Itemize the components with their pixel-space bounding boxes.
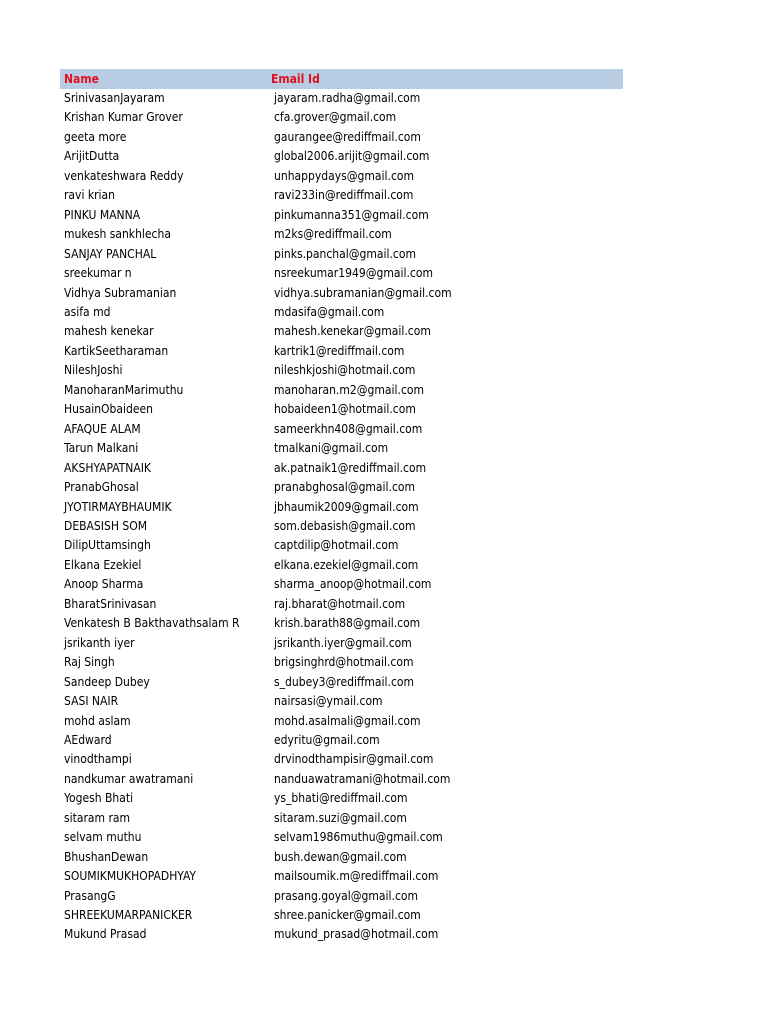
table-row xyxy=(60,459,623,478)
email-cell: tmalkani@gmail.com xyxy=(274,441,389,456)
name-cell: BhushanDewan xyxy=(64,849,149,864)
email-cell: ys_bhati@rediffmail.com xyxy=(274,791,408,806)
name-cell: Venkatesh B Bakthavathsalam R xyxy=(64,616,240,631)
name-cell: Vidhya Subramanian xyxy=(64,285,177,300)
email-cell: mdasifa@gmail.com xyxy=(274,304,385,319)
name-cell: JYOTIRMAYBHAUMIK xyxy=(64,499,172,514)
table-row xyxy=(60,887,623,906)
name-cell: DEBASISH SOM xyxy=(64,518,148,533)
email-cell: edyritu@gmail.com xyxy=(274,732,380,747)
name-cell: ArijitDutta xyxy=(64,149,120,164)
contact-table xyxy=(60,69,623,945)
name-cell: AKSHYAPATNAIK xyxy=(64,460,151,475)
email-cell: raj.bharat@hotmail.com xyxy=(274,596,406,611)
table-row xyxy=(60,128,623,147)
table-row xyxy=(60,517,623,536)
email-cell: shree.panicker@gmail.com xyxy=(274,908,421,923)
name-cell: Raj Singh xyxy=(64,655,115,670)
table-row xyxy=(60,595,623,614)
email-cell: kartrik1@rediffmail.com xyxy=(274,343,405,358)
table-row xyxy=(60,614,623,633)
table-row xyxy=(60,556,623,575)
column-header-email: Email Id xyxy=(267,69,623,89)
email-cell: selvam1986muthu@gmail.com xyxy=(274,830,443,845)
name-cell: Tarun Malkani xyxy=(64,441,139,456)
email-cell: elkana.ezekiel@gmail.com xyxy=(274,557,419,572)
name-cell: AEdward xyxy=(64,732,112,747)
email-cell: m2ks@rediffmail.com xyxy=(274,227,392,242)
email-cell: nairsasi@ymail.com xyxy=(274,694,383,709)
table-row xyxy=(60,634,623,653)
name-cell: sreekumar n xyxy=(64,266,132,281)
email-cell: vidhya.subramanian@gmail.com xyxy=(274,285,452,300)
name-cell: vinodthampi xyxy=(64,752,132,767)
email-cell: krish.barath88@gmail.com xyxy=(274,616,421,631)
table-row xyxy=(60,770,623,789)
email-cell: jayaram.radha@gmail.com xyxy=(274,91,421,105)
name-cell: HusainObaideen xyxy=(64,402,154,417)
name-cell: nandkumar awatramani xyxy=(64,771,194,786)
email-cell: brigsinghrd@hotmail.com xyxy=(274,655,414,670)
table-row xyxy=(60,575,623,594)
table-row xyxy=(60,361,623,380)
email-cell: sharma_anoop@hotmail.com xyxy=(274,577,432,592)
email-cell: pranabghosal@gmail.com xyxy=(274,480,416,495)
table-row xyxy=(60,712,623,731)
table-row xyxy=(60,147,623,166)
table-row xyxy=(60,906,623,925)
name-cell: SOUMIKMUKHOPADHYAY xyxy=(64,869,197,884)
name-cell: venkateshwara Reddy xyxy=(64,168,184,183)
table-row xyxy=(60,498,623,517)
table-row xyxy=(60,186,623,205)
email-cell: cfa.grover@gmail.com xyxy=(274,110,397,125)
table-row xyxy=(60,89,623,108)
email-cell: mailsoumik.m@rediffmail.com xyxy=(274,869,439,884)
table-row xyxy=(60,925,623,944)
name-cell: Yogesh Bhati xyxy=(64,791,134,806)
email-cell: jbhaumik2009@gmail.com xyxy=(274,499,419,514)
email-cell: pinks.panchal@gmail.com xyxy=(274,246,416,261)
name-cell: mohd aslam xyxy=(64,713,131,728)
table-row xyxy=(60,478,623,497)
name-cell: DilipUttamsingh xyxy=(64,538,151,553)
email-cell: unhappydays@gmail.com xyxy=(274,168,414,183)
email-cell: jsrikanth.iyer@gmail.com xyxy=(274,635,412,650)
table-row xyxy=(60,167,623,186)
name-cell: mahesh kenekar xyxy=(64,324,154,339)
email-cell: manoharan.m2@gmail.com xyxy=(274,382,425,397)
table-row xyxy=(60,381,623,400)
table-row xyxy=(60,322,623,341)
table-row xyxy=(60,420,623,439)
table-row xyxy=(60,400,623,419)
name-cell: NileshJoshi xyxy=(64,363,123,378)
email-cell: nsreekumar1949@gmail.com xyxy=(274,266,433,281)
email-cell: global2006.arijit@gmail.com xyxy=(274,149,430,164)
email-cell: nanduawatramani@hotmail.com xyxy=(274,771,451,786)
email-cell: gaurangee@rediffmail.com xyxy=(274,129,421,144)
email-cell: sitaram.suzi@gmail.com xyxy=(274,810,407,825)
header-row xyxy=(60,69,623,89)
name-cell: jsrikanth iyer xyxy=(64,635,135,650)
email-cell: captdilip@hotmail.com xyxy=(274,538,399,553)
table-row xyxy=(60,439,623,458)
email-cell: drvinodthampisir@gmail.com xyxy=(274,752,434,767)
name-cell: Anoop Sharma xyxy=(64,577,144,592)
name-cell: Mukund Prasad xyxy=(64,927,147,942)
table-row xyxy=(60,731,623,750)
table-row xyxy=(60,225,623,244)
name-cell: Krishan Kumar Grover xyxy=(64,110,183,125)
name-cell: sitaram ram xyxy=(64,810,131,825)
email-cell: ak.patnaik1@rediffmail.com xyxy=(274,460,427,475)
name-cell: PrasangG xyxy=(64,888,116,903)
email-cell: bush.dewan@gmail.com xyxy=(274,849,407,864)
table-row xyxy=(60,673,623,692)
email-cell: prasang.goyal@gmail.com xyxy=(274,888,419,903)
table-row xyxy=(60,750,623,769)
table-row xyxy=(60,867,623,886)
name-cell: ravi krian xyxy=(64,188,116,203)
name-cell: PINKU MANNA xyxy=(64,207,141,222)
email-cell: sameerkhn408@gmail.com xyxy=(274,421,423,436)
table-row xyxy=(60,536,623,555)
name-cell: SASI NAIR xyxy=(64,694,119,709)
table-row xyxy=(60,809,623,828)
table-row xyxy=(60,789,623,808)
table-row xyxy=(60,303,623,322)
email-cell: hobaideen1@hotmail.com xyxy=(274,402,416,417)
name-cell: Sandeep Dubey xyxy=(64,674,150,689)
table-row xyxy=(60,342,623,361)
email-cell: s_dubey3@rediffmail.com xyxy=(274,674,414,689)
name-cell: SANJAY PANCHAL xyxy=(64,246,157,261)
email-cell: mohd.asalmali@gmail.com xyxy=(274,713,421,728)
table-row xyxy=(60,206,623,225)
email-cell: som.debasish@gmail.com xyxy=(274,518,416,533)
table-row xyxy=(60,692,623,711)
name-cell: KartikSeetharaman xyxy=(64,343,169,358)
name-cell: PranabGhosal xyxy=(64,480,139,495)
name-cell: SrinivasanJayaram xyxy=(64,91,165,105)
table-row xyxy=(60,284,623,303)
email-cell: mukund_prasad@hotmail.com xyxy=(274,927,439,942)
table-row xyxy=(60,108,623,127)
table-body xyxy=(60,89,623,945)
name-cell: geeta more xyxy=(64,129,127,144)
name-cell: Elkana Ezekiel xyxy=(64,557,142,572)
table-row xyxy=(60,264,623,283)
name-cell: SHREEKUMARPANICKER xyxy=(64,908,193,923)
email-cell: ravi233in@rediffmail.com xyxy=(274,188,414,203)
name-cell: BharatSrinivasan xyxy=(64,596,157,611)
email-cell: nileshkjoshi@hotmail.com xyxy=(274,363,416,378)
name-cell: mukesh sankhlecha xyxy=(64,227,171,242)
table-row xyxy=(60,848,623,867)
table-row xyxy=(60,245,623,264)
table-row xyxy=(60,653,623,672)
column-header-name: Name xyxy=(60,69,267,89)
email-cell: mahesh.kenekar@gmail.com xyxy=(274,324,431,339)
name-cell: AFAQUE ALAM xyxy=(64,421,141,436)
table-row xyxy=(60,828,623,847)
name-cell: selvam muthu xyxy=(64,830,142,845)
email-cell: pinkumanna351@gmail.com xyxy=(274,207,429,222)
name-cell: ManoharanMarimuthu xyxy=(64,382,184,397)
name-cell: asifa md xyxy=(64,304,111,319)
